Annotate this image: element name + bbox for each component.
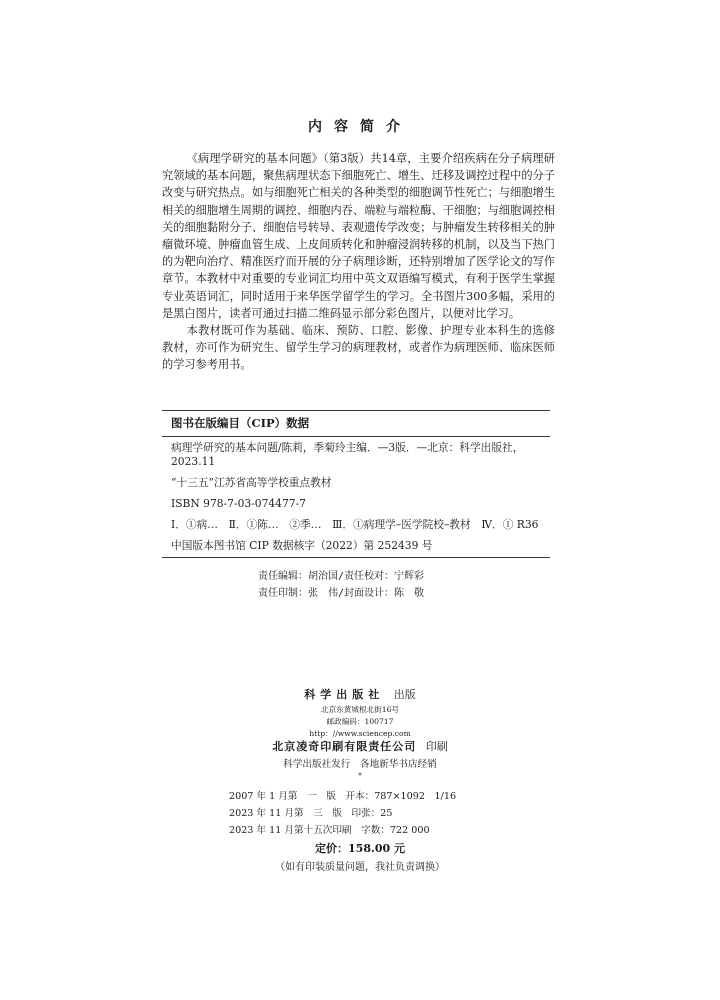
cip-title-rule	[162, 436, 550, 437]
intro-body	[162, 150, 555, 374]
publisher-address: 北京东黄城根北街16号	[320, 705, 399, 714]
printer-name: 北京凌奇印刷有限责任公司	[272, 740, 417, 753]
publisher-postcode: 邮政编码：100717	[326, 717, 394, 726]
publisher-url: http：//www.sciencep.com	[309, 729, 411, 738]
cip-record	[162, 441, 550, 553]
credits-production: 责任印制：张 伟/封面设计：陈 敬	[258, 588, 425, 599]
cip-top-rule	[162, 410, 550, 411]
edition-row-3: 2023 年 11 月第十五次印刷 字数：722 000	[229, 825, 430, 836]
cip-title: 图书在版编目（CIP）数据	[171, 416, 310, 430]
cip-data-block	[162, 410, 550, 558]
cip-bottom-rule	[162, 557, 550, 558]
cip-series: “十三五”江苏省高等学校重点教材	[171, 476, 332, 489]
cip-number: 中国版本图书馆 CIP 数据核字（2022）第 252439 号	[171, 539, 433, 552]
edition-info	[229, 788, 456, 839]
intro-paragraph-2: 本教材既可作为基础、临床、预防、口腔、影像、护理专业本科生的选修教材，亦可作为研究生、留学生学习的病理教材，或者作为病理医师、临床医师的学习参考用书。	[162, 324, 555, 372]
edition-row-1: 2007 年 1 月第 一 版 开本：787×1092 1/16	[229, 791, 457, 802]
credits	[258, 568, 424, 602]
printer-line	[0, 738, 720, 754]
cip-bibliographic-year: 2023.11	[171, 455, 216, 468]
price: 定价：158.00 元	[315, 842, 405, 855]
intro-title: 内容简介	[308, 119, 412, 135]
cip-classification: Ⅰ．①病… Ⅱ．①陈… ②季… Ⅲ．①病理学–医学院校–教材 Ⅳ．① R36	[171, 518, 539, 531]
cip-isbn: ISBN 978-7-03-074477-7	[171, 497, 306, 510]
publisher-line	[0, 686, 720, 702]
publisher-name: 科学出版社	[304, 688, 385, 701]
edition-row-2: 2023 年 11 月第 三 版 印张：25	[229, 808, 393, 819]
separator-star: *	[358, 772, 362, 780]
cip-bibliographic-line: 病理学研究的基本问题/陈莉，季菊玲主编．—3版．—北京：科学出版社，	[171, 441, 524, 454]
printer-suffix: 印刷	[425, 740, 448, 753]
credits-editors: 责任编辑：胡治国/责任校对：宁辉彩	[258, 571, 425, 582]
publisher-suffix: 出版	[393, 688, 416, 701]
distribution-line: 科学出版社发行 各地新华书店经销	[283, 759, 437, 770]
intro-paragraph-1: 《病理学研究的基本问题》（第3版）共14章，主要介绍疾病在分子病理研究领域的基本问题，聚焦病理状态下细胞死亡、增生、迁移及调控过程中的分子改变与研究热点。如与细胞死亡相关的各种类型的细胞调节性死亡；与细胞增生相关的细胞增生周期的调控、细胞内吞、端粒与端粒酶、干细胞；与细胞调控相关的细胞黏附分子、细胞信号转导、表观遗传学改变；与肿瘤发生转移相关的肿瘤微环境、肿瘤血管生成、上皮间质转化和肿瘤浸润转移的机制，以及当下热门的为靶向治疗、精准医疗而开展的分子病理诊断，还特别增加了医学论文的写作章节。本教材中对重要的专业词汇均用中英文双语编写模式，有利于医学生掌握专业英语词汇，同时适用于来华医学留学生的学习。全书图片300多幅，采用的是黑白图片，读者可通过扫描二维码显示部分彩色图片，以便对比学习。	[162, 152, 555, 320]
quality-note: （如有印装质量问题，我社负责调换）	[275, 862, 445, 873]
